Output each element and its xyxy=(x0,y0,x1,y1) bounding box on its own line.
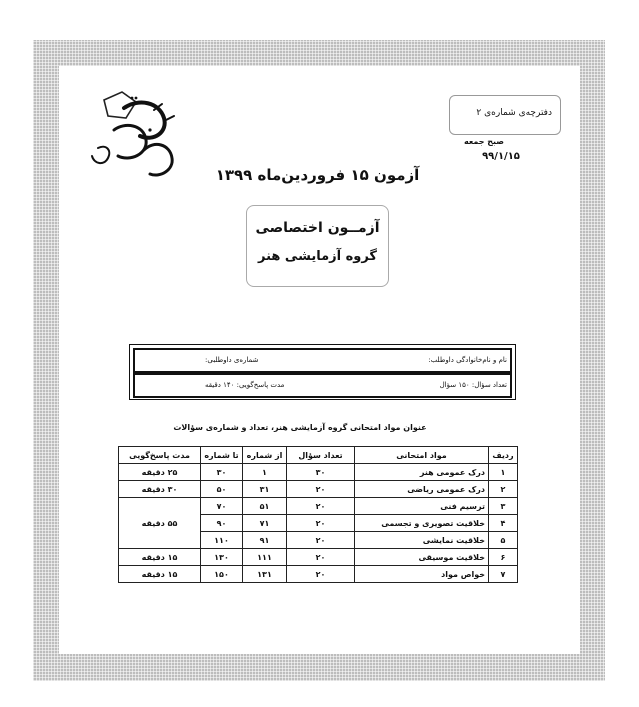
answer-duration: ۲۵ دقیقه xyxy=(119,464,201,481)
subject-name: خلاقیت تصویری و تجسمی xyxy=(355,515,489,532)
from-number: ۵۱ xyxy=(243,498,287,515)
answer-duration: ۱۵ دقیقه xyxy=(119,566,201,583)
question-count-cell: ۲۰ xyxy=(287,549,355,566)
exam-session: صبح جمعه xyxy=(463,137,505,146)
row-number: ۲ xyxy=(489,481,518,498)
from-number: ۷۱ xyxy=(243,515,287,532)
candidate-info-row xyxy=(133,348,512,373)
to-number: ۳۰ xyxy=(201,464,243,481)
question-count-cell: ۲۰ xyxy=(287,566,355,583)
subject-name: درک عمومی ریاضی xyxy=(355,481,489,498)
from-number: ۳۱ xyxy=(243,481,287,498)
table-row xyxy=(119,549,518,566)
column-header: ردیف xyxy=(489,447,518,464)
to-number: ۱۱۰ xyxy=(201,532,243,549)
question-count-cell: ۲۰ xyxy=(287,498,355,515)
candidate-number-label: شماره‌ی داوطلبی: xyxy=(205,356,259,364)
table-row xyxy=(119,481,518,498)
row-number: ۴ xyxy=(489,515,518,532)
booklet-number-box xyxy=(449,95,561,135)
booklet-number: دفترچه‌ی شماره‌ی ۲ xyxy=(476,108,552,118)
table-header-row xyxy=(119,447,518,464)
to-number: ۷۰ xyxy=(201,498,243,515)
answer-duration: ۵۵ دقیقه xyxy=(119,498,201,549)
subject-name: خواص مواد xyxy=(355,566,489,583)
column-header: تعداد سؤال xyxy=(287,447,355,464)
candidate-info-box xyxy=(129,344,516,400)
subject-name: ترسیم فنی xyxy=(355,498,489,515)
from-number: ۱ xyxy=(243,464,287,481)
from-number: ۱۱۱ xyxy=(243,549,287,566)
subject-name: درک عمومی هنر xyxy=(355,464,489,481)
exam-type: آزمــون اختصاصی xyxy=(255,220,380,236)
row-number: ۱ xyxy=(489,464,518,481)
question-count: تعداد سؤال: ۱۵۰ سؤال xyxy=(439,381,507,389)
exam-group: گروه آزمایشی هنر xyxy=(258,249,377,264)
exam-title: آزمون ۱۵ فروردین‌ماه ۱۳۹۹ xyxy=(215,166,420,184)
answer-duration: ۱۵ دقیقه xyxy=(119,549,201,566)
row-number: ۳ xyxy=(489,498,518,515)
column-header: از شماره xyxy=(243,447,287,464)
column-header: مدت پاسخ‌گویی xyxy=(119,447,201,464)
answer-duration: ۳۰ دقیقه xyxy=(119,481,201,498)
to-number: ۱۵۰ xyxy=(201,566,243,583)
to-number: ۱۳۰ xyxy=(201,549,243,566)
answer-time: مدت پاسخ‌گویی: ۱۴۰ دقیقه xyxy=(205,381,285,389)
from-number: ۹۱ xyxy=(243,532,287,549)
column-header: تا شماره xyxy=(201,447,243,464)
exam-type-box xyxy=(246,205,389,287)
subjects-caption: عنوان مواد امتحانی گروه آزمایشی هنر، تعداد و شماره‌ی سؤالات xyxy=(173,423,427,432)
column-header: مواد امتحانی xyxy=(355,447,489,464)
row-number: ۶ xyxy=(489,549,518,566)
table-row xyxy=(119,464,518,481)
row-number: ۷ xyxy=(489,566,518,583)
table-row xyxy=(119,566,518,583)
candidate-name-label: نام و نام‌خانوادگی داوطلب: xyxy=(428,356,507,364)
ghalamchi-logo-icon xyxy=(84,90,196,186)
subject-name: خلاقیت موسیقی xyxy=(355,549,489,566)
exam-date: ۹۹/۱/۱۵ xyxy=(482,151,520,162)
question-count-cell: ۲۰ xyxy=(287,532,355,549)
row-number: ۵ xyxy=(489,532,518,549)
subject-name: خلاقیت نمایشی xyxy=(355,532,489,549)
exam-info-row xyxy=(133,373,512,398)
from-number: ۱۳۱ xyxy=(243,566,287,583)
question-count-cell: ۳۰ xyxy=(287,464,355,481)
question-count-cell: ۲۰ xyxy=(287,481,355,498)
table-row xyxy=(119,498,518,515)
to-number: ۵۰ xyxy=(201,481,243,498)
to-number: ۹۰ xyxy=(201,515,243,532)
subjects-table xyxy=(118,446,518,583)
question-count-cell: ۲۰ xyxy=(287,515,355,532)
